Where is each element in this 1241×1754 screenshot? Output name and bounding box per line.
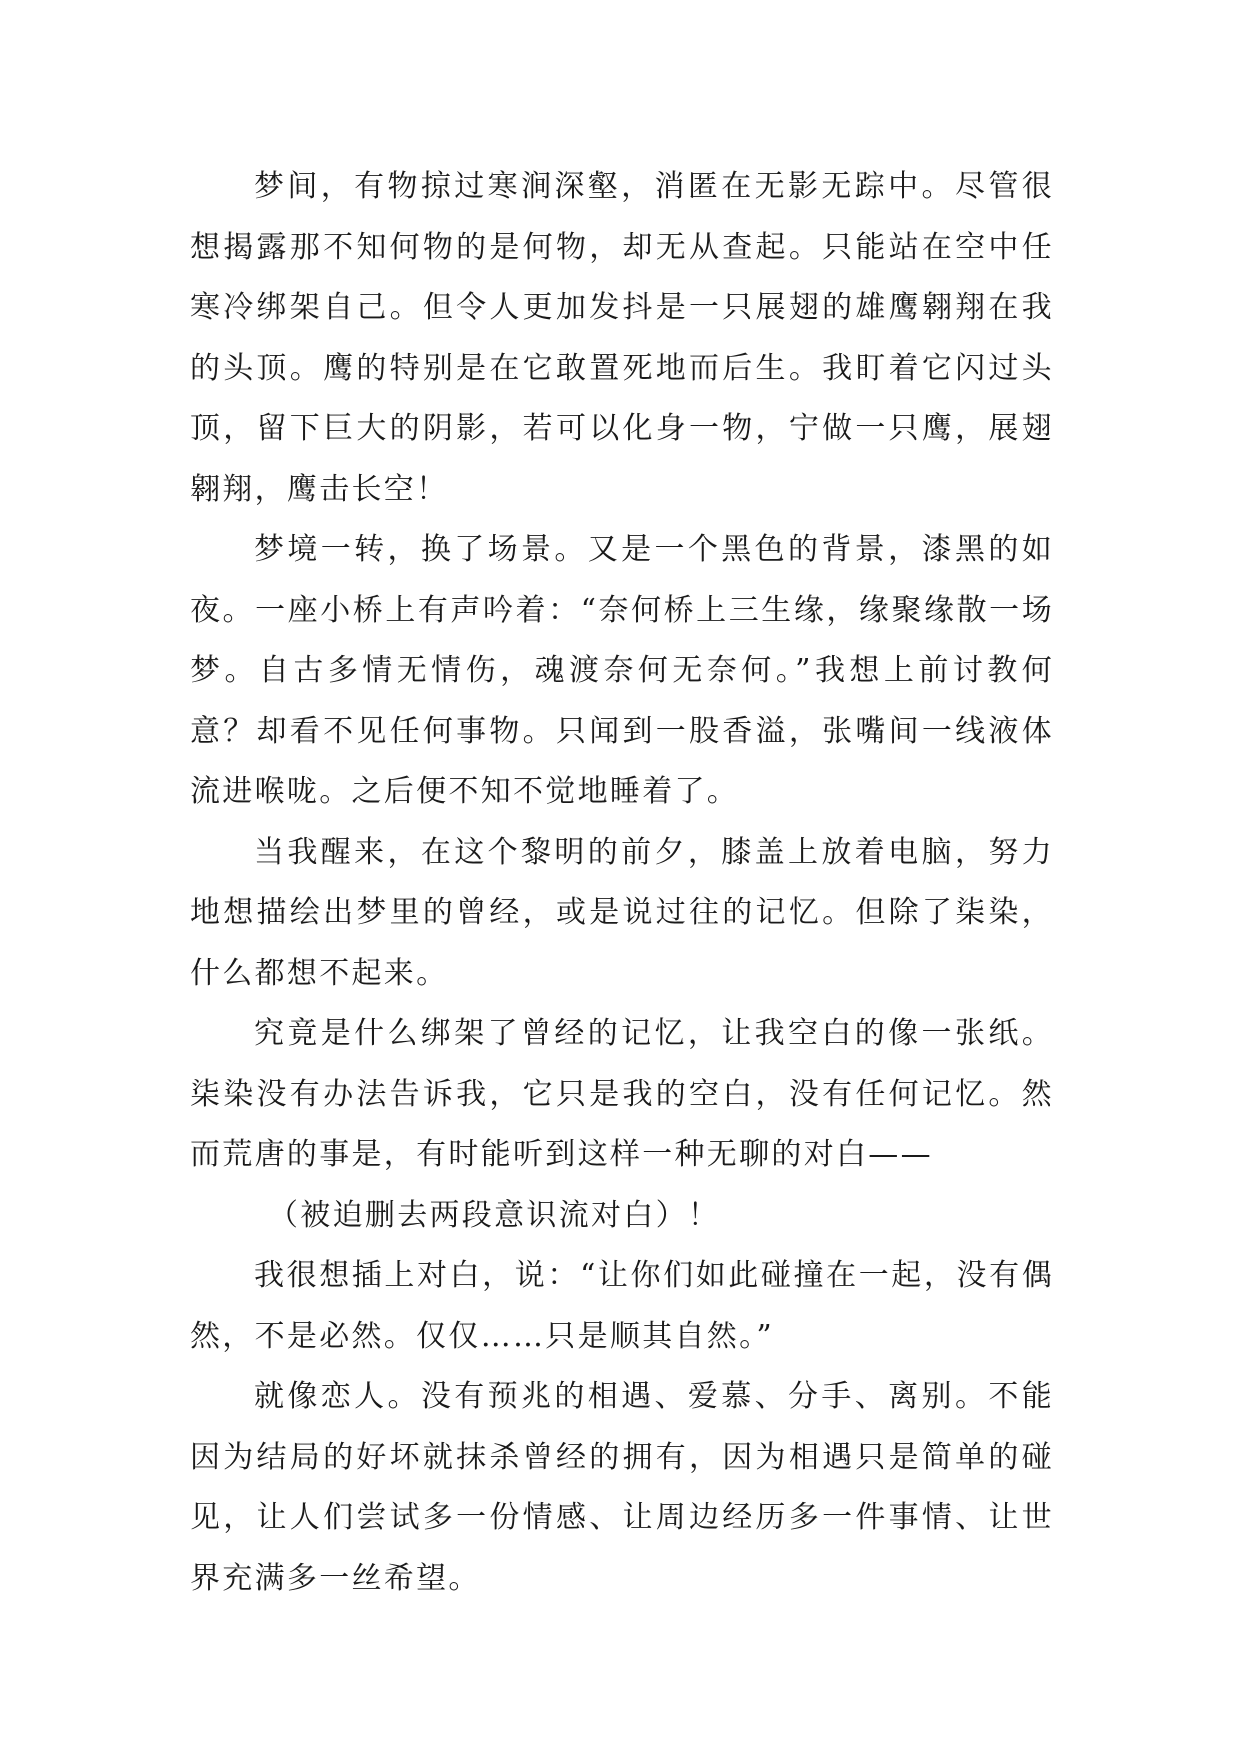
paragraph-1: 梦间，有物掠过寒涧深壑，消匿在无影无踪中。尽管很想揭露那不知何物的是何物，却无从查起。只能站在空中任寒冷绑架自己。但令人更加发抖是一只展翅的雄鹰翱翔在我的头顶。鹰的特别是在它敢置死地而后生。我盯着它闪过头顶，留下巨大的阴影，若可以化身一物，宁做一只鹰，展翅翱翔，鹰击长空！: [190, 169, 1054, 507]
paragraph-5-note: （被迫删去两段意识流对白）！: [268, 1197, 721, 1233]
paragraph-4: 究竟是什么绑架了曾经的记忆，让我空白的像一张纸。柒染没有办法告诉我，它只是我的空白，没有任何记忆。然而荒唐的事是，有时能听到这样一种无聊的对白——: [190, 1016, 1054, 1172]
document-body: [190, 157, 1054, 1609]
paragraph-7: 就像恋人。没有预兆的相遇、爱慕、分手、离别。不能因为结局的好坏就抹杀曾经的拥有，因为相遇只是简单的碰见，让人们尝试多一份情感、让周边经历多一件事情、让世界充满多一丝希望。: [190, 1379, 1054, 1596]
paragraph-3: 当我醒来，在这个黎明的前夕，膝盖上放着电脑，努力地想描绘出梦里的曾经，或是说过往的记忆。但除了柒染，什么都想不起来。: [190, 834, 1054, 991]
paragraph-2: 梦境一转，换了场景。又是一个黑色的背景，漆黑的如夜。一座小桥上有声吟着：“奈何桥上三生缘，缘聚缘散一场梦。自古多情无情伤，魂渡奈何无奈何。”我想上前讨教何意？却看不见任何事物。只闻到一股香溢，张嘴间一线液体流进喉咙。之后便不知不觉地睡着了。: [190, 532, 1054, 809]
paragraph-6: 我很想插上对白，说：“让你们如此碰撞在一起，没有偶然，不是必然。仅仅……只是顺其自然。”: [190, 1258, 1054, 1354]
